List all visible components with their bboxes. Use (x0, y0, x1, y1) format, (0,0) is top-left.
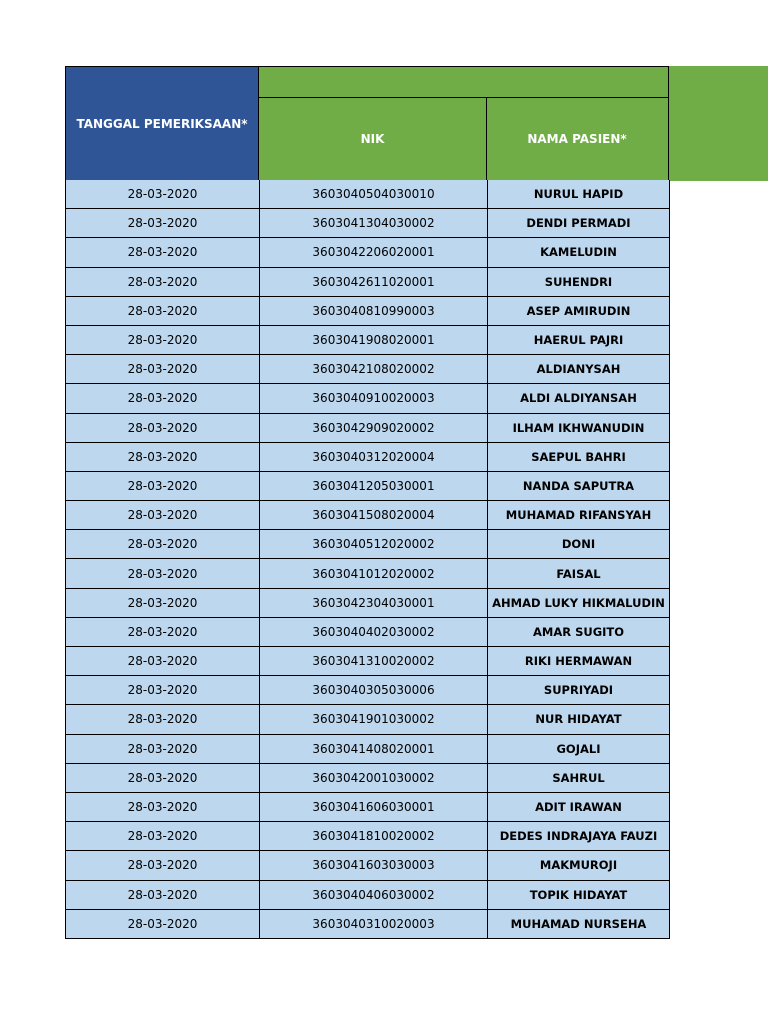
header-group-cell (259, 66, 669, 98)
cell-date: 28-03-2020 (65, 618, 259, 647)
column-header-nik: NIK (259, 97, 487, 181)
table-row (65, 910, 670, 939)
cell-date: 28-03-2020 (65, 764, 259, 793)
cell-nik: 3603042611020001 (259, 268, 487, 297)
cell-date: 28-03-2020 (65, 384, 259, 413)
table-row (65, 443, 670, 472)
cell-name: DEDES INDRAJAYA FAUZI (487, 822, 670, 851)
cell-nik: 3603042909020002 (259, 414, 487, 443)
cell-nik: 3603041508020004 (259, 501, 487, 530)
cell-date: 28-03-2020 (65, 268, 259, 297)
table-row (65, 589, 670, 618)
column-header-name: NAMA PASIEN* (486, 97, 669, 181)
table-row (65, 881, 670, 910)
cell-nik: 3603040512020002 (259, 530, 487, 559)
cell-nik: 3603040310020003 (259, 910, 487, 939)
cell-name: ASEP AMIRUDIN (487, 297, 670, 326)
cell-name: TOPIK HIDAYAT (487, 881, 670, 910)
table-row (65, 735, 670, 764)
cell-name: GOJALI (487, 735, 670, 764)
cell-nik: 3603041810020002 (259, 822, 487, 851)
cell-date: 28-03-2020 (65, 735, 259, 764)
cell-nik: 3603042108020002 (259, 355, 487, 384)
cell-name: SUHENDRI (487, 268, 670, 297)
table-row (65, 414, 670, 443)
cell-name: ILHAM IKHWANUDIN (487, 414, 670, 443)
cell-nik: 3603041304030002 (259, 209, 487, 238)
cell-date: 28-03-2020 (65, 180, 259, 209)
cell-nik: 3603042001030002 (259, 764, 487, 793)
cell-date: 28-03-2020 (65, 355, 259, 384)
cell-name: AMAR SUGITO (487, 618, 670, 647)
cell-date: 28-03-2020 (65, 851, 259, 880)
cell-name: RIKI HERMAWAN (487, 647, 670, 676)
table-row (65, 384, 670, 413)
table-row (65, 530, 670, 559)
cell-nik: 3603040402030002 (259, 618, 487, 647)
cell-name: DENDI PERMADI (487, 209, 670, 238)
cell-date: 28-03-2020 (65, 910, 259, 939)
cell-nik: 3603040504030010 (259, 180, 487, 209)
cell-date: 28-03-2020 (65, 414, 259, 443)
cell-nik: 3603041012020002 (259, 559, 487, 588)
table-row (65, 209, 670, 238)
cell-nik: 3603042304030001 (259, 589, 487, 618)
cell-date: 28-03-2020 (65, 501, 259, 530)
cell-date: 28-03-2020 (65, 443, 259, 472)
cell-nik: 3603041205030001 (259, 472, 487, 501)
cell-nik: 3603042206020001 (259, 238, 487, 267)
table-row (65, 559, 670, 588)
cell-date: 28-03-2020 (65, 822, 259, 851)
table-row (65, 238, 670, 267)
cell-date: 28-03-2020 (65, 530, 259, 559)
cell-name: SAHRUL (487, 764, 670, 793)
table-row (65, 501, 670, 530)
cell-nik: 3603041408020001 (259, 735, 487, 764)
table-row (65, 764, 670, 793)
cell-name: SAEPUL BAHRI (487, 443, 670, 472)
cell-nik: 3603040312020004 (259, 443, 487, 472)
cell-date: 28-03-2020 (65, 793, 259, 822)
cell-date: 28-03-2020 (65, 647, 259, 676)
cell-nik: 3603041908020001 (259, 326, 487, 355)
cell-nik: 3603041603030003 (259, 851, 487, 880)
cell-date: 28-03-2020 (65, 705, 259, 734)
cell-name: NUR HIDAYAT (487, 705, 670, 734)
cell-name: SUPRIYADI (487, 676, 670, 705)
cell-date: 28-03-2020 (65, 326, 259, 355)
table-row (65, 822, 670, 851)
cell-name: KAMELUDIN (487, 238, 670, 267)
cell-date: 28-03-2020 (65, 209, 259, 238)
cell-nik: 3603040305030006 (259, 676, 487, 705)
cell-name: AHMAD LUKY HIKMALUDIN (487, 589, 670, 618)
cell-date: 28-03-2020 (65, 472, 259, 501)
cell-date: 28-03-2020 (65, 676, 259, 705)
table-row (65, 705, 670, 734)
table-row (65, 268, 670, 297)
patient-table-body (65, 180, 670, 939)
cell-name: DONI (487, 530, 670, 559)
cell-nik: 3603041901030002 (259, 705, 487, 734)
cell-name: MUHAMAD RIFANSYAH (487, 501, 670, 530)
table-row (65, 851, 670, 880)
table-row (65, 326, 670, 355)
cell-name: FAISAL (487, 559, 670, 588)
cell-date: 28-03-2020 (65, 559, 259, 588)
cell-date: 28-03-2020 (65, 881, 259, 910)
column-header-date: TANGGAL PEMERIKSAAN* (65, 66, 259, 181)
cell-name: NANDA SAPUTRA (487, 472, 670, 501)
table-row (65, 297, 670, 326)
cell-name: MAKMUROJI (487, 851, 670, 880)
table-row (65, 793, 670, 822)
table-row (65, 355, 670, 384)
cell-name: NURUL HAPID (487, 180, 670, 209)
cell-nik: 3603040810990003 (259, 297, 487, 326)
cell-date: 28-03-2020 (65, 589, 259, 618)
cell-date: 28-03-2020 (65, 238, 259, 267)
cell-name: ADIT IRAWAN (487, 793, 670, 822)
table-row (65, 618, 670, 647)
cell-nik: 3603040406030002 (259, 881, 487, 910)
table-row (65, 180, 670, 209)
table-row (65, 676, 670, 705)
cell-name: ALDI ALDIYANSAH (487, 384, 670, 413)
cell-name: HAERUL PAJRI (487, 326, 670, 355)
cell-nik: 3603041310020002 (259, 647, 487, 676)
cell-date: 28-03-2020 (65, 297, 259, 326)
cell-name: MUHAMAD NURSEHA (487, 910, 670, 939)
table-row (65, 472, 670, 501)
cell-nik: 3603040910020003 (259, 384, 487, 413)
cell-name: ALDIANYSAH (487, 355, 670, 384)
cell-nik: 3603041606030001 (259, 793, 487, 822)
table-row (65, 647, 670, 676)
